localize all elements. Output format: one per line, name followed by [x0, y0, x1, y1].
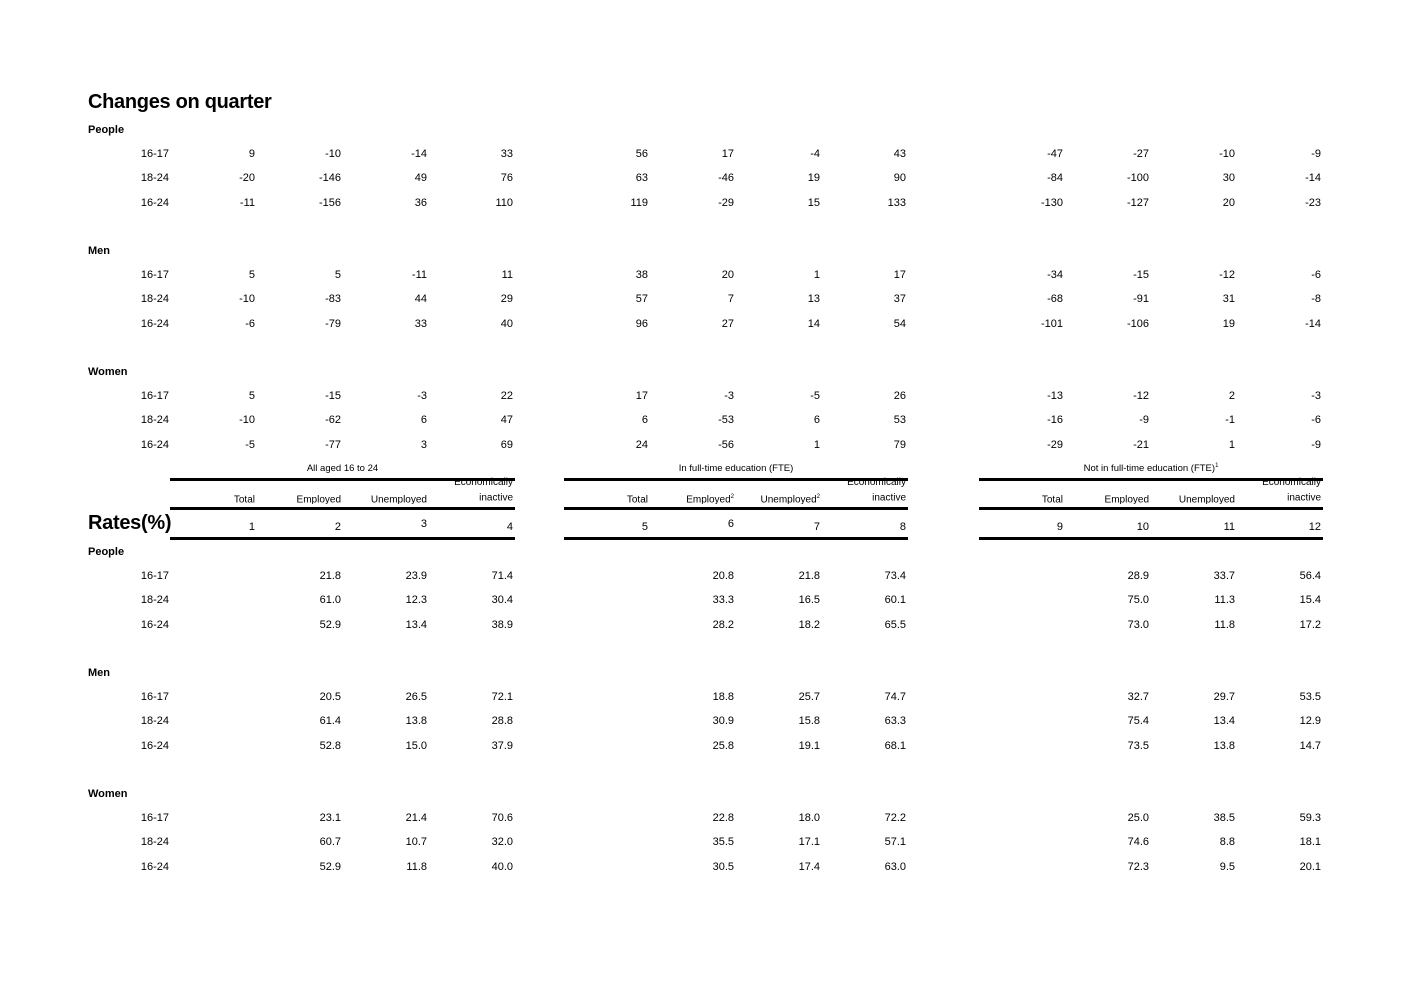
table-cell: -127 — [1126, 197, 1149, 209]
group-label: People — [88, 546, 125, 558]
column-number: 2 — [334, 521, 341, 533]
table-cell: 38 — [635, 269, 648, 281]
table-cell: 29 — [500, 293, 513, 305]
table-cell: 52.9 — [319, 861, 341, 873]
table-cell: 23.9 — [405, 570, 427, 582]
table-cell: 32.0 — [491, 836, 513, 848]
table-cell: 72.3 — [1127, 861, 1149, 873]
table-cell: 75.0 — [1127, 594, 1149, 606]
column-group-label: All aged 16 to 24 — [306, 463, 379, 475]
table-cell: -84 — [1047, 172, 1063, 184]
table-cell: -23 — [1305, 197, 1321, 209]
footnote-marker: 2 — [730, 494, 734, 500]
table-cell: -15 — [1133, 269, 1149, 281]
table-cell: 32.7 — [1127, 691, 1149, 703]
section-title: Rates(%) — [88, 512, 172, 534]
table-cell: 20 — [1222, 197, 1235, 209]
row-age-label: 18-24 — [140, 414, 169, 426]
column-header-label: Economically inactive — [454, 477, 513, 502]
table-cell: -15 — [325, 390, 341, 402]
table-cell: 57.1 — [884, 836, 906, 848]
table-cell: -106 — [1126, 318, 1149, 330]
row-age-label: 16-17 — [140, 269, 169, 281]
table-cell: 119 — [630, 197, 648, 209]
table-cell: 73.0 — [1127, 619, 1149, 631]
table-cell: 56 — [635, 148, 648, 160]
table-cell: -14 — [1305, 172, 1321, 184]
column-group-label: In full-time education (FTE) — [678, 463, 794, 475]
table-cell: 73.5 — [1127, 740, 1149, 752]
table-cell: 17.2 — [1299, 619, 1321, 631]
row-age-label: 16-24 — [140, 861, 169, 873]
table-cell: 60.7 — [319, 836, 341, 848]
footnote-marker: 1 — [1215, 463, 1219, 469]
table-cell: 72.2 — [884, 812, 906, 824]
table-cell: 63.3 — [884, 715, 906, 727]
table-cell: -62 — [325, 414, 341, 426]
table-cell: 28.8 — [491, 715, 513, 727]
table-cell: 13.4 — [405, 619, 427, 631]
table-cell: 27 — [721, 318, 734, 330]
table-cell: 13.8 — [1213, 740, 1235, 752]
table-cell: 35.5 — [712, 836, 734, 848]
row-age-label: 16-24 — [140, 619, 169, 631]
table-cell: 38.9 — [491, 619, 513, 631]
table-cell: 73.4 — [884, 570, 906, 582]
row-age-label: 16-24 — [140, 197, 169, 209]
table-cell: 40.0 — [491, 861, 513, 873]
column-number: 7 — [813, 521, 820, 533]
table-rule — [979, 507, 1323, 510]
table-cell: -6 — [1311, 269, 1321, 281]
row-age-label: 16-17 — [140, 390, 169, 402]
column-header — [816, 476, 906, 502]
table-cell: 22 — [500, 390, 513, 402]
row-age-label: 16-17 — [140, 148, 169, 160]
column-header — [973, 491, 1063, 504]
table-rule — [564, 537, 908, 540]
table-cell: 10.7 — [405, 836, 427, 848]
table-cell: 36 — [414, 197, 427, 209]
table-cell: 9.5 — [1219, 861, 1235, 873]
table-cell: 57 — [635, 293, 648, 305]
table-cell: 26 — [893, 390, 906, 402]
table-cell: 52.8 — [319, 740, 341, 752]
table-cell: -5 — [810, 390, 820, 402]
table-cell: 17 — [893, 269, 906, 281]
table-cell: 47 — [500, 414, 513, 426]
table-cell: 6 — [641, 414, 648, 426]
row-age-label: 16-17 — [140, 691, 169, 703]
table-cell: -53 — [718, 414, 734, 426]
table-cell: 18.0 — [798, 812, 820, 824]
table-cell: -11 — [411, 269, 427, 281]
row-age-label: 16-24 — [140, 318, 169, 330]
table-cell: 33.3 — [712, 594, 734, 606]
table-cell: 30.4 — [491, 594, 513, 606]
column-group-header — [564, 463, 908, 474]
row-age-label: 18-24 — [140, 293, 169, 305]
table-cell: 60.1 — [884, 594, 906, 606]
table-cell: 12.9 — [1299, 715, 1321, 727]
table-cell: 53.5 — [1299, 691, 1321, 703]
table-cell: 68.1 — [884, 740, 906, 752]
column-header — [730, 491, 820, 504]
table-cell: 1 — [813, 269, 820, 281]
column-header — [644, 491, 734, 504]
row-age-label: 16-17 — [140, 812, 169, 824]
table-cell: 18.8 — [712, 691, 734, 703]
column-header-label: Employed — [686, 494, 731, 504]
table-cell: -8 — [1311, 293, 1321, 305]
row-age-label: 18-24 — [140, 715, 169, 727]
table-cell: 5 — [248, 390, 255, 402]
row-age-label: 18-24 — [140, 594, 169, 606]
table-cell: -5 — [245, 439, 255, 451]
table-cell: 110 — [495, 197, 513, 209]
table-cell: -27 — [1133, 148, 1149, 160]
column-header-label: Unemployed — [1178, 494, 1235, 504]
table-cell: 18.1 — [1299, 836, 1321, 848]
table-cell: 49 — [414, 172, 427, 184]
table-cell: 75.4 — [1127, 715, 1149, 727]
table-cell: 74.7 — [884, 691, 906, 703]
table-cell: 65.5 — [884, 619, 906, 631]
table-cell: 9 — [248, 148, 255, 160]
table-cell: 21.4 — [405, 812, 427, 824]
column-header — [423, 476, 513, 502]
table-cell: 40 — [500, 318, 513, 330]
row-age-label: 16-24 — [140, 439, 169, 451]
table-cell: -4 — [810, 148, 820, 160]
column-number: 4 — [506, 521, 513, 533]
table-cell: -6 — [245, 318, 255, 330]
column-header-label: Economically inactive — [847, 477, 906, 502]
table-cell: 19 — [807, 172, 820, 184]
table-cell: -83 — [325, 293, 341, 305]
table-cell: 37 — [893, 293, 906, 305]
table-cell: 25.0 — [1127, 812, 1149, 824]
table-cell: 15.4 — [1299, 594, 1321, 606]
table-cell: 20 — [721, 269, 734, 281]
group-label: People — [88, 124, 125, 136]
table-cell: -29 — [718, 197, 734, 209]
column-header-label: Unemployed — [370, 494, 427, 504]
table-cell: 26.5 — [405, 691, 427, 703]
table-cell: 70.6 — [491, 812, 513, 824]
column-header — [1231, 476, 1321, 502]
table-cell: 72.1 — [491, 691, 513, 703]
column-header — [1145, 491, 1235, 504]
table-cell: -9 — [1311, 439, 1321, 451]
table-cell: 17 — [635, 390, 648, 402]
column-number: 3 — [420, 518, 427, 530]
column-number: 12 — [1308, 521, 1321, 533]
table-cell: 44 — [414, 293, 427, 305]
table-cell: 12.3 — [405, 594, 427, 606]
table-cell: 8.8 — [1219, 836, 1235, 848]
column-number: 6 — [727, 518, 734, 530]
table-cell: 11.8 — [406, 861, 427, 873]
column-number: 8 — [899, 521, 906, 533]
table-cell: -21 — [1133, 439, 1149, 451]
table-cell: -46 — [718, 172, 734, 184]
table-cell: 33 — [500, 148, 513, 160]
table-cell: -100 — [1126, 172, 1149, 184]
table-cell: 6 — [813, 414, 820, 426]
table-cell: 14 — [807, 318, 820, 330]
table-cell: 5 — [334, 269, 341, 281]
table-cell: 61.0 — [319, 594, 341, 606]
table-cell: 56.4 — [1299, 570, 1321, 582]
table-cell: 20.8 — [712, 570, 734, 582]
column-number: 11 — [1223, 521, 1235, 533]
table-cell: -12 — [1219, 269, 1235, 281]
table-rule — [170, 507, 515, 510]
table-cell: 69 — [500, 439, 513, 451]
table-cell: 21.8 — [319, 570, 341, 582]
footnote-marker: 2 — [816, 494, 820, 500]
table-cell: 59.3 — [1299, 812, 1321, 824]
table-cell: -47 — [1047, 148, 1063, 160]
column-group-header — [979, 463, 1323, 474]
table-cell: 38.5 — [1213, 812, 1235, 824]
table-cell: 71.4 — [491, 570, 513, 582]
table-cell: 15.8 — [798, 715, 820, 727]
table-cell: 61.4 — [319, 715, 341, 727]
table-cell: 16.5 — [798, 594, 820, 606]
table-cell: 1 — [1228, 439, 1235, 451]
column-number: 1 — [248, 521, 255, 533]
table-cell: 13.4 — [1213, 715, 1235, 727]
table-cell: -29 — [1047, 439, 1063, 451]
table-cell: 19 — [1222, 318, 1235, 330]
column-number: 9 — [1056, 521, 1063, 533]
row-age-label: 16-24 — [140, 740, 169, 752]
group-label: Women — [88, 366, 128, 378]
table-cell: 33.7 — [1213, 570, 1235, 582]
table-cell: -14 — [1305, 318, 1321, 330]
table-cell: 52.9 — [319, 619, 341, 631]
column-header — [1059, 491, 1149, 504]
column-header-label: Unemployed — [760, 494, 817, 504]
column-header-label: Total — [626, 494, 648, 504]
table-rule — [170, 537, 515, 540]
row-age-label: 18-24 — [140, 172, 169, 184]
table-cell: -68 — [1047, 293, 1063, 305]
table-rule — [564, 507, 908, 510]
table-cell: 14.7 — [1299, 740, 1321, 752]
table-cell: 11 — [501, 269, 513, 281]
table-cell: -6 — [1311, 414, 1321, 426]
table-cell: 7 — [727, 293, 734, 305]
column-header — [337, 491, 427, 504]
column-header — [165, 491, 255, 504]
table-cell: 13 — [807, 293, 820, 305]
table-cell: 15.0 — [405, 740, 427, 752]
table-cell: -16 — [1047, 414, 1063, 426]
table-cell: 17.4 — [798, 861, 820, 873]
table-cell: 96 — [635, 318, 648, 330]
table-cell: 24 — [635, 439, 648, 451]
table-cell: 63 — [635, 172, 648, 184]
table-cell: -130 — [1040, 197, 1063, 209]
table-cell: -10 — [1219, 148, 1235, 160]
group-label: Women — [88, 788, 128, 800]
table-cell: -1 — [1225, 414, 1235, 426]
table-cell: -10 — [239, 293, 255, 305]
column-number: 5 — [641, 521, 648, 533]
table-cell: -3 — [1311, 390, 1321, 402]
table-cell: -3 — [724, 390, 734, 402]
row-age-label: 18-24 — [140, 836, 169, 848]
table-cell: 31 — [1222, 293, 1235, 305]
table-cell: 30.5 — [712, 861, 734, 873]
column-header-label: Total — [1041, 494, 1063, 504]
table-cell: 18.2 — [798, 619, 820, 631]
table-cell: 53 — [893, 414, 906, 426]
table-cell: 28.9 — [1127, 570, 1149, 582]
table-cell: 33 — [414, 318, 427, 330]
table-cell: 43 — [893, 148, 906, 160]
table-cell: 63.0 — [884, 861, 906, 873]
table-cell: -146 — [318, 172, 341, 184]
column-group-header — [170, 463, 515, 474]
table-cell: -10 — [325, 148, 341, 160]
section-title: Changes on quarter — [88, 91, 272, 113]
table-cell: 3 — [420, 439, 427, 451]
table-cell: 2 — [1228, 390, 1235, 402]
table-cell: 19.1 — [798, 740, 820, 752]
table-rule — [979, 537, 1323, 540]
table-cell: 22.8 — [712, 812, 734, 824]
table-cell: 28.2 — [712, 619, 734, 631]
column-number: 10 — [1136, 521, 1149, 533]
table-cell: 15 — [807, 197, 820, 209]
table-cell: 5 — [248, 269, 255, 281]
table-cell: 90 — [893, 172, 906, 184]
table-cell: 29.7 — [1213, 691, 1235, 703]
table-cell: 79 — [893, 439, 906, 451]
table-cell: -79 — [325, 318, 341, 330]
table-cell: 25.7 — [798, 691, 820, 703]
table-cell: 17.1 — [798, 836, 820, 848]
column-header-label: Employed — [296, 494, 341, 504]
table-cell: 54 — [893, 318, 906, 330]
table-cell: 20.1 — [1299, 861, 1321, 873]
row-age-label: 16-17 — [140, 570, 169, 582]
table-cell: 74.6 — [1127, 836, 1149, 848]
table-cell: 17 — [721, 148, 734, 160]
table-cell: -10 — [239, 414, 255, 426]
table-cell: 30.9 — [712, 715, 734, 727]
column-header — [558, 491, 648, 504]
group-label: Men — [88, 667, 110, 679]
table-cell: 13.8 — [405, 715, 427, 727]
table-cell: -156 — [318, 197, 341, 209]
table-cell: 133 — [887, 197, 906, 209]
table-cell: -101 — [1040, 318, 1063, 330]
table-cell: 30 — [1222, 172, 1235, 184]
table-cell: -77 — [325, 439, 341, 451]
table-cell: -3 — [417, 390, 427, 402]
table-cell: 76 — [500, 172, 513, 184]
table-cell: 11.3 — [1214, 594, 1235, 606]
table-cell: 23.1 — [319, 812, 341, 824]
table-cell: -9 — [1139, 414, 1149, 426]
column-header-label: Total — [233, 494, 255, 504]
table-cell: 37.9 — [491, 740, 513, 752]
table-cell: 21.8 — [798, 570, 820, 582]
column-header — [251, 491, 341, 504]
table-cell: 20.5 — [319, 691, 341, 703]
table-cell: -56 — [718, 439, 734, 451]
table-cell: -12 — [1133, 390, 1149, 402]
table-cell: 6 — [420, 414, 427, 426]
table-cell: -20 — [239, 172, 255, 184]
table-cell: -91 — [1133, 293, 1149, 305]
table-cell: -34 — [1047, 269, 1063, 281]
table-cell: 11.8 — [1214, 619, 1235, 631]
group-label: Men — [88, 245, 110, 257]
column-group-label: Not in full-time education (FTE) — [1083, 463, 1216, 475]
column-header-label: Employed — [1104, 494, 1149, 504]
table-cell: -14 — [411, 148, 427, 160]
table-cell: 25.8 — [712, 740, 734, 752]
table-cell: -11 — [239, 197, 255, 209]
table-cell: -13 — [1047, 390, 1063, 402]
column-header-label: Economically inactive — [1262, 477, 1321, 502]
table-cell: -9 — [1311, 148, 1321, 160]
table-cell: 1 — [813, 439, 820, 451]
